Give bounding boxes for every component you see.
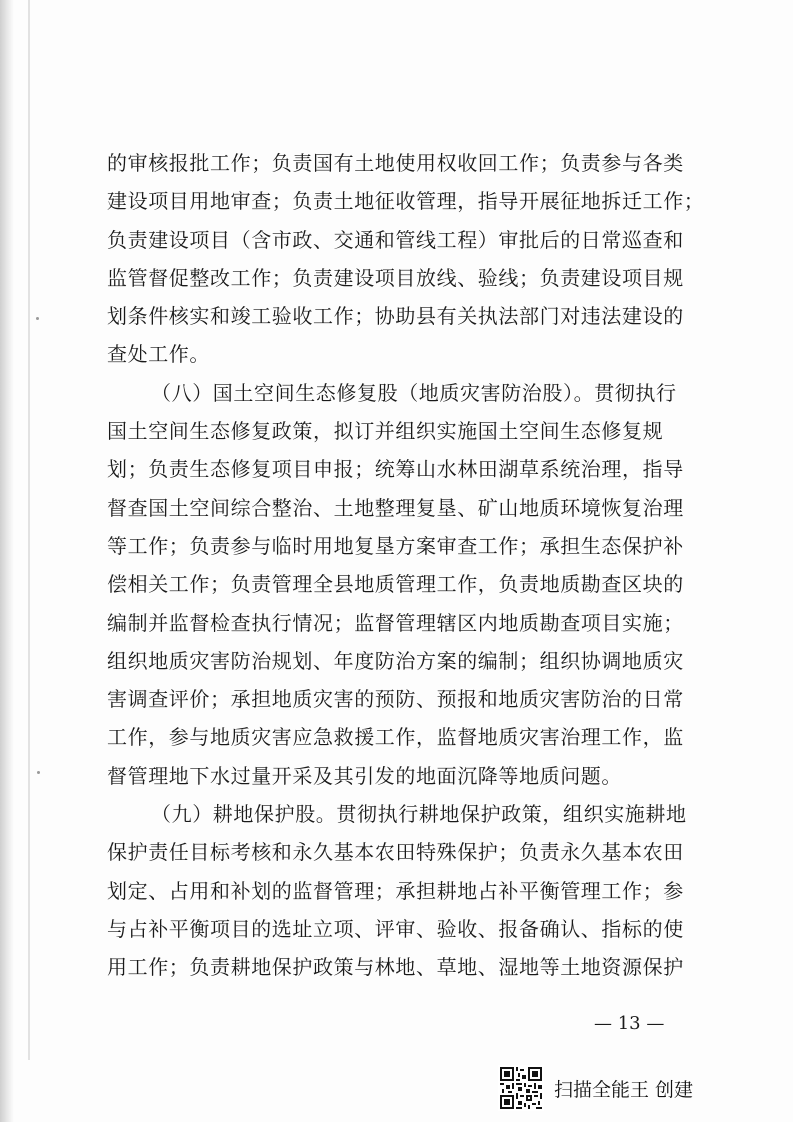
text-line: 督查国土空间综合整治、土地整理复垦、矿山地质环境恢复治理	[107, 495, 684, 520]
text-line: 编制并监督检查执行情况；监督管理辖区内地质勘查项目实施；	[107, 610, 684, 635]
text-line: 害调查评价；承担地质灾害的预防、预报和地质灾害防治的日常	[107, 687, 684, 712]
text-line: 的审核报批工作；负责国有土地使用权收回工作；负责参与各类	[107, 151, 684, 175]
text-line: 偿相关工作；负责管理全县地质管理工作，负责地质勘查区块的	[107, 572, 684, 597]
watermark-text: 扫描全能王 创建	[554, 1078, 694, 1101]
text-line: 督管理地下水过量开采及其引发的地面沉降等地质问题。	[107, 763, 622, 788]
section-heading-line: （九）耕地保护股。贯彻执行耕地保护政策，组织实施耕地	[151, 802, 687, 827]
text-line: 划定、占用和补划的监督管理；承担耕地占补平衡管理工作；参	[107, 878, 684, 903]
binding-line	[28, 0, 30, 1060]
text-line: 国土空间生态修复政策，拟订并组织实施国土空间生态修复规	[107, 419, 664, 444]
scan-speck	[36, 317, 39, 320]
text-line: 组织地质灾害防治规划、年度防治方案的编制；组织协调地质灾	[107, 648, 684, 673]
scan-speck	[37, 771, 40, 774]
text-line: 用工作；负责耕地保护政策与林地、草地、湿地等土地资源保护	[107, 955, 684, 980]
text-line: 划条件核实和竣工验收工作；协助县有关执法部门对违法建设的	[107, 304, 684, 329]
text-line: 监管督促整改工作；负责建设项目放线、验线；负责建设项目规	[107, 265, 684, 290]
qr-code-icon	[498, 1065, 544, 1111]
body-text	[107, 144, 705, 987]
text-line: 保护责任目标考核和永久基本农田特殊保护；负责永久基本农田	[107, 840, 684, 865]
text-line: 与占补平衡项目的选址立项、评审、验收、报备确认、指标的使	[107, 916, 684, 941]
binding-shadow	[0, 0, 14, 1122]
text-line: 工作，参与地质灾害应急救援工作，监督地质灾害治理工作，监	[107, 725, 684, 750]
page-number: — 13 —	[594, 1013, 665, 1034]
section-heading-line: （八）国土空间生态修复股（地质灾害防治股）。贯彻执行	[151, 380, 677, 405]
scanner-watermark	[498, 1064, 693, 1112]
text-line: 等工作；负责参与临时用地复垦方案审查工作；承担生态保护补	[107, 533, 684, 558]
text-line: 负责建设项目（含市政、交通和管线工程）审批后的日常巡查和	[107, 227, 684, 252]
text-line: 查处工作。	[107, 342, 210, 367]
text-line: 建设项目用地审查；负责土地征收管理，指导开展征地拆迁工作；	[107, 189, 705, 214]
text-line: 划；负责生态修复项目申报；统筹山水林田湖草系统治理，指导	[107, 457, 684, 482]
